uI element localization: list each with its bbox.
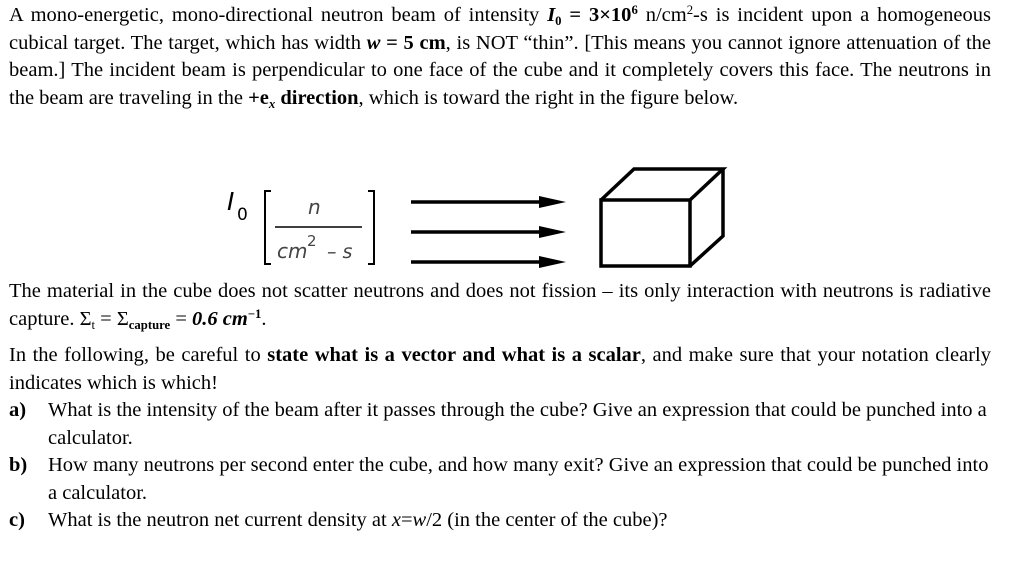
material-paragraph: [9, 278, 991, 333]
sigma-value: 0.6 cm: [192, 307, 248, 330]
figure-i-subscript: 0: [237, 205, 248, 225]
intro-text-3: , is NOT “thin”. [This means you cannot ignore attenuation of the beam.] The incident beam is perpendicular to one face of the cube and it completely covers this face. The neutrons in the beam are traveling in the: [9, 31, 991, 109]
question-c-text-b: /2 (in the center of the cube)?: [426, 509, 668, 531]
direction-subscript: x: [268, 96, 276, 111]
question-b-text: How many neutrons per second enter the cube, and how many exit? Give an expression that could be punched into a calculator.: [48, 454, 989, 504]
instructions-text-1: In the following, be careful to: [9, 344, 268, 366]
i0-subscript: 0: [555, 13, 562, 28]
beam-figure: [9, 112, 991, 278]
i0-unit-exponent: 2: [686, 3, 694, 18]
i0-value: 3×10: [589, 4, 632, 26]
material-text: The material in the cube does not scatter neutrons and does not fission – its only interaction with neutrons is radiative capture. Σ: [9, 280, 991, 330]
figure-denominator-unit: cm: [277, 239, 308, 263]
question-c-label: c): [9, 509, 25, 531]
figure-i-label: I: [227, 187, 235, 216]
question-a: [9, 397, 991, 452]
i0-equals: =: [561, 4, 589, 26]
instructions-paragraph: [9, 342, 991, 397]
beam-diagram: [9, 112, 991, 278]
intro-text-1: A mono-energetic, mono-directional neutron beam of intensity: [9, 4, 548, 26]
intro-paragraph: [9, 2, 991, 112]
instructions-bold: state what is a vector and what is a scalar: [267, 344, 641, 366]
sigma-equals-2: =: [170, 307, 193, 330]
sigma-capture-subscript: capture: [128, 317, 171, 332]
left-bracket: [265, 191, 271, 264]
sigma-exponent: −1: [247, 306, 262, 321]
w-symbol: w: [366, 31, 381, 54]
question-c: [9, 507, 991, 535]
question-a-label: a): [9, 399, 27, 421]
arrow-head-1: [539, 196, 566, 208]
problem-statement: [9, 2, 991, 535]
sigma-equals: = Σ: [95, 307, 129, 330]
cube-top-face: [601, 169, 723, 200]
i0-unit: n/cm: [637, 4, 687, 26]
arrow-head-3: [539, 256, 566, 268]
figure-denominator-exponent: 2: [307, 232, 317, 250]
question-c-x: x: [391, 509, 401, 531]
intro-text-4: , which is toward the right in the figure below.: [358, 86, 739, 109]
direction-word: direction: [275, 86, 359, 109]
figure-denominator-seconds: – s: [327, 241, 353, 263]
w-value: = 5 cm: [380, 31, 446, 54]
instructions-text-2: , and make sure that your notation clearly indicates which is which!: [9, 344, 991, 394]
i0-exponent: 6: [631, 3, 638, 18]
intro-text-2: -s is incident upon a homogeneous cubical target. The target, which has width: [9, 4, 991, 54]
cube-target: [601, 169, 723, 266]
material-end: .: [261, 307, 267, 330]
figure-numerator: n: [308, 195, 321, 219]
question-c-w: w: [412, 509, 427, 531]
question-b-label: b): [9, 454, 28, 476]
i0-symbol: I: [547, 4, 556, 26]
question-c-equals: =: [400, 509, 413, 531]
question-b: [9, 452, 991, 507]
right-bracket: [368, 191, 374, 264]
beam-arrows: [411, 196, 566, 268]
sigma-t-subscript: t: [91, 317, 96, 332]
direction-vector: +e: [248, 86, 269, 109]
question-a-text: What is the intensity of the beam after it passes through the cube? Give an expression that could be punched into a calculator.: [48, 399, 987, 449]
question-c-text-a: What is the neutron net current density at: [48, 509, 392, 531]
question-list: [9, 397, 991, 535]
cube-front-face: [601, 200, 690, 266]
arrow-head-2: [539, 226, 566, 238]
